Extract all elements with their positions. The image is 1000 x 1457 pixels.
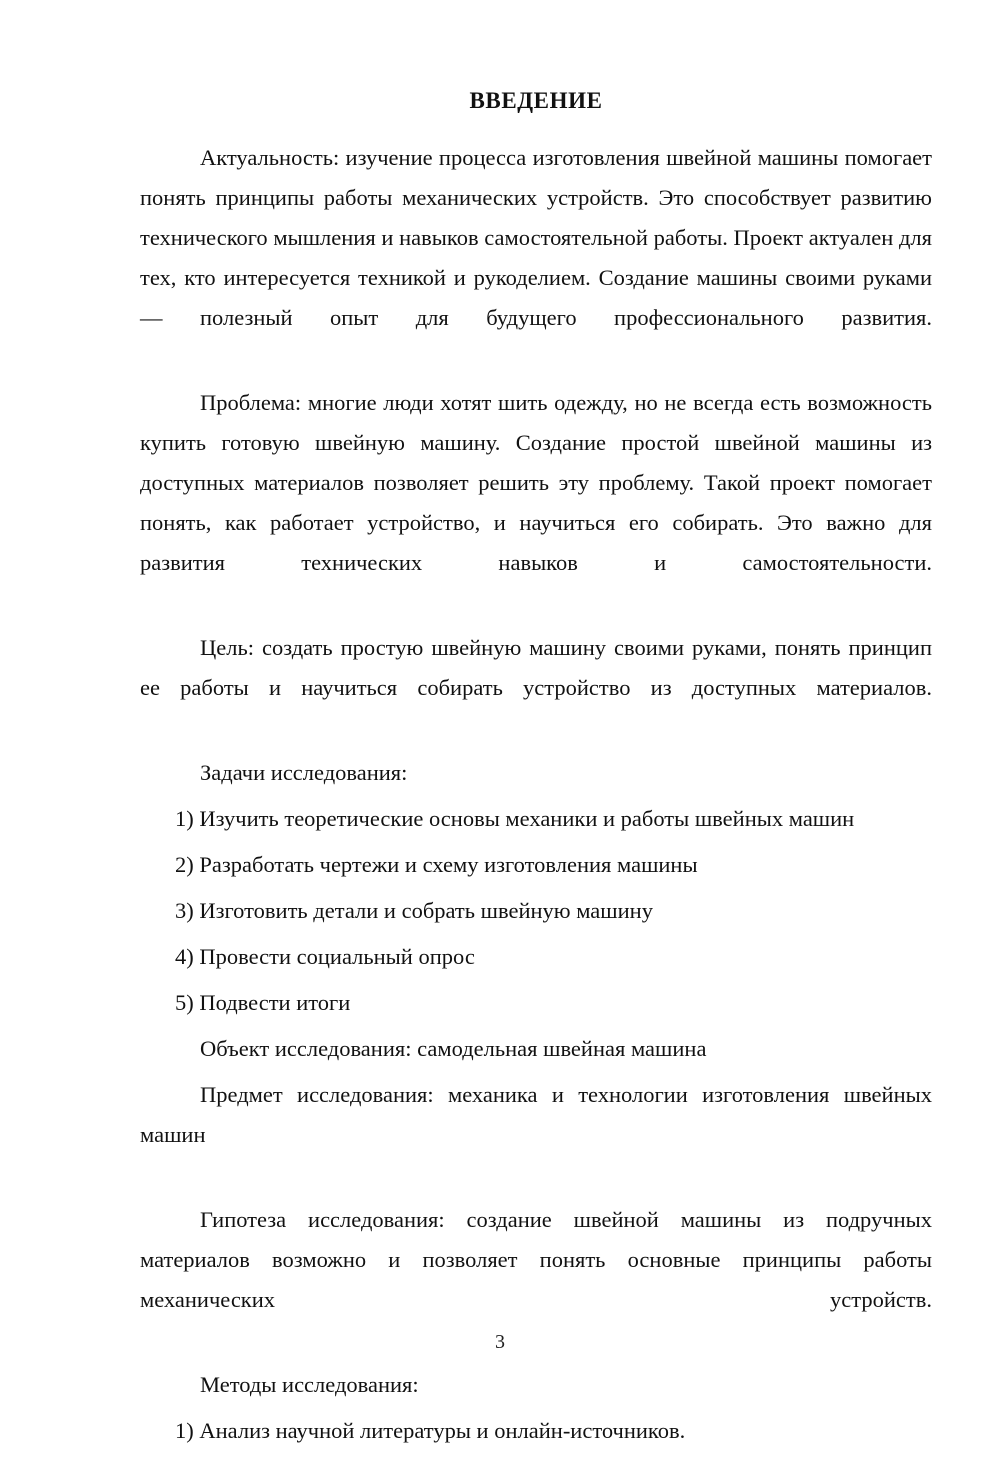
list-item-number: 3) [175,897,200,923]
list-item-number: 1) [175,1417,200,1443]
paragraph-relevance: Актуальность: изучение процесса изготовления швейной машины помогает понять принципы работы механических устройств. Это способствует развитию технического мышления и навыков самостоятельной работы. Проект актуален для тех, кто интересуется техникой и рукоделием. Создание машины своими руками — полезный опыт для будущего профессионального развития. [140,144,932,330]
paragraph-goal: Цель: создать простую швейную машину своими руками, понять принцип ее работы и научиться собирать устройство из доступных материалов. [140,634,932,700]
tasks-list [140,799,932,1023]
paragraph-problem: Проблема: многие люди хотят шить одежду, но не всегда есть возможность купить готовую швейную машину. Создание простой швейной машины из доступных материалов позволяет решить эту проблему. Такой проект помогает понять, как работает устройство, и научиться его собирать. Это важно для развития технических навыков и самостоятельности. [140,389,932,575]
paragraph-subject: Предмет исследования: механика и технологии изготовления швейных машин [140,1081,932,1147]
list-item-label: Анализ научной литературы и онлайн-источников. [199,1417,686,1443]
list-item-label: Изучить теоретические основы механики и работы швейных машин [199,805,855,831]
page-number: 3 [495,1331,505,1353]
list-item-number: 2) [175,851,200,877]
paragraph-object: Объект исследования: самодельная швейная машина [200,1035,707,1061]
list-item [140,983,932,1023]
list-item-number: 5) [175,989,200,1015]
document-content [140,86,932,1457]
list-item [140,891,932,931]
methods-list [140,1411,932,1451]
tasks-heading: Задачи исследования: [200,759,408,785]
list-item [140,799,932,839]
list-item [140,1411,932,1451]
list-item-label: Подвести итоги [199,989,351,1015]
list-item-label: Провести социальный опрос [199,943,475,969]
list-item [140,845,932,885]
list-item-label: Разработать чертежи и схему изготовления машины [199,851,698,877]
page-title: ВВЕДЕНИЕ [469,88,603,113]
list-item-number: 4) [175,943,200,969]
paragraph-hypothesis: Гипотеза исследования: создание швейной машины из подручных материалов возможно и позволяет понять основные принципы работы механических устройств. [140,1206,932,1312]
methods-heading: Методы исследования: [200,1371,419,1397]
list-item [140,937,932,977]
list-item-number: 1) [175,805,200,831]
list-item-label: Изготовить детали и собрать швейную машину [199,897,653,923]
